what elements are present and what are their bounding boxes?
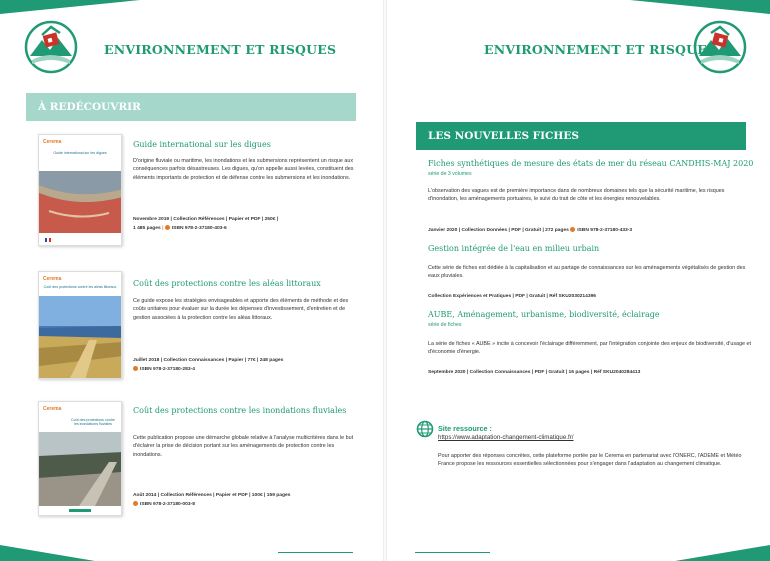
cover-brand: Cerema — [43, 406, 62, 412]
section-title: ENVIRONNEMENT ET RISQUES — [104, 42, 337, 57]
entry-title[interactable]: Coût des protections contre les aléas littoraux — [133, 279, 321, 288]
river-dike-photo — [39, 432, 122, 506]
cover-brand: Cerema — [43, 139, 62, 145]
entry-title[interactable]: Coût des protections contre les inondations fluviales — [133, 406, 347, 415]
section-band-rediscover: À REDÉCOUVRIR — [26, 93, 356, 121]
bullet-icon — [570, 227, 575, 232]
entry-title[interactable]: Guide international sur les digues — [133, 140, 271, 149]
entry-meta-line: Janvier 2020 | Collection Données | PDF | Gratuit | 272 pages — [428, 228, 569, 233]
entry-title[interactable]: Fiches synthétiques de mesure des états de mer du réseau CANDHIS-MAJ 2020 — [428, 159, 754, 168]
entry-description: Cette publication propose une démarche globale relative à l'analyse multicritères dans le but d'éclairer la prise de décision portant sur les aménagements de protection contre les inondations. — [133, 435, 354, 458]
entry-isbn: ISBN 978-2-37180-283-4 — [140, 367, 195, 373]
corner-decoration — [0, 545, 95, 561]
entry-meta-line: Novembre 2019 | Collection Références | Papier et PDF | 250€ | — [133, 217, 279, 222]
entry-title[interactable]: Gestion intégrée de l'eau en milieu urbain — [428, 244, 600, 253]
entry-subtitle: série de 3 volumes — [428, 171, 472, 177]
corner-decoration — [675, 545, 770, 561]
right-page — [385, 0, 770, 561]
entry-description: Ce guide expose les stratégies envisageables et apporte des éléments de méthode et des coûts unitaires pour évaluer sur la durée les dépenses d'investissement, d'entretien et de gestion associées à la protection contre les aléas littoraux. — [133, 298, 349, 321]
section-band-new-sheets: LES NOUVELLES FICHES — [416, 122, 746, 150]
book-cover[interactable] — [38, 134, 122, 246]
footer-rule — [278, 552, 353, 553]
cover-brand: Cerema — [43, 276, 62, 282]
entry-meta — [428, 226, 632, 235]
entry-meta-pages: 1 485 pages — [133, 226, 161, 232]
mountain-house-logo-icon — [24, 20, 78, 74]
footer-rule — [415, 552, 490, 553]
coastal-dike-photo — [39, 296, 122, 379]
entry-meta: Novembre 2019 | Collection Références | Papier et PDF | 250€ | 1 485 pages | ISBN 978-2-37180-403-6 — [133, 217, 279, 232]
corner-decoration — [0, 0, 140, 14]
cover-title: Guide international sur les digues — [53, 151, 107, 155]
entry-meta: Septembre 2020 | Collection Connaissances | PDF | Gratuit | 16 pages | Réf SKU2040284413 — [428, 370, 641, 375]
bullet-icon — [133, 366, 138, 371]
entry-subtitle: série de fiches — [428, 322, 462, 328]
entry-meta-line: Août 2014 | Collection Références | Papier et PDF | 100€ | 159 pages — [133, 493, 291, 498]
entry-isbn: ISBN 978-2-37180-403-6 — [171, 226, 227, 232]
entry-isbn: ISBN 978-2-37180-433-3 — [577, 228, 633, 233]
globe-icon — [416, 420, 434, 438]
entry-isbn: ISBN 978-2-37180-003-8 — [140, 502, 195, 508]
corner-decoration — [630, 0, 770, 14]
book-cover[interactable] — [38, 271, 122, 379]
resource-link[interactable]: https://www.adaptation-changement-climatique.fr/ — [438, 434, 574, 441]
entry-title[interactable]: AUBE, Aménagement, urbanisme, biodiversité, éclairage — [428, 310, 660, 319]
entry-description: La série de fiches « AUBE » incite à concevoir l'éclairage différemment, par l'intégration conjointe des enjeux de biodiversité, d'usage et d'économie d'énergie. — [428, 341, 752, 356]
entry-meta — [133, 491, 290, 510]
entry-meta-line: Juillet 2018 | Collection Connaissances | Papier | 77€ | 248 pages — [133, 358, 284, 363]
flag-icon — [45, 238, 51, 242]
bullet-icon — [165, 225, 170, 230]
entry-description: D'origine fluviale ou maritime, les inondations et les submersions représentent un risque aux conséquences parfois désastreuses. Les digues, qu'on appelle aussi levées, constituent des éléments importants de protection et de défense contre les submersions et les inondations. — [133, 158, 354, 181]
entry-meta: Collection Expériences et Pratiques | PDF | Gratuit | Réf SKU2030214396 — [428, 294, 597, 299]
cover-title: Coût des protections contre les inondations fluviales — [71, 418, 115, 427]
resource-label: Site ressource : — [438, 424, 492, 433]
cover-title: Coût des protections contre les aléas littoraux — [43, 285, 117, 289]
levee-aerial-photo — [39, 171, 122, 233]
book-cover[interactable] — [38, 401, 122, 516]
entry-description: L'observation des vagues est de première importance dans de nombreux domaines tels que la sécurité maritime, les risques d'inondation, les aménagements portuaires, le suivi du trait de côte et les énergies renouvelables. — [428, 188, 725, 203]
cover-stripe — [69, 509, 91, 512]
entry-description: Cette série de fiches est dédiée à la capitalisation et au partage de connaissances sur les aménagements végétalisés de gestion des eaux pluviales. — [428, 265, 746, 280]
bullet-icon — [133, 501, 138, 506]
section-title: ENVIRONNEMENT ET RISQUES — [484, 42, 717, 57]
resource-description: Pour apporter des réponses concrètes, cette plateforme portée par le Cerema en partenariat avec l'ONERC, l'ADEME et Météo France propose les ressources essentielles sélectionnées pour s'engager dans l'adaptation au changement climatique. — [438, 453, 742, 468]
entry-meta — [133, 356, 283, 375]
